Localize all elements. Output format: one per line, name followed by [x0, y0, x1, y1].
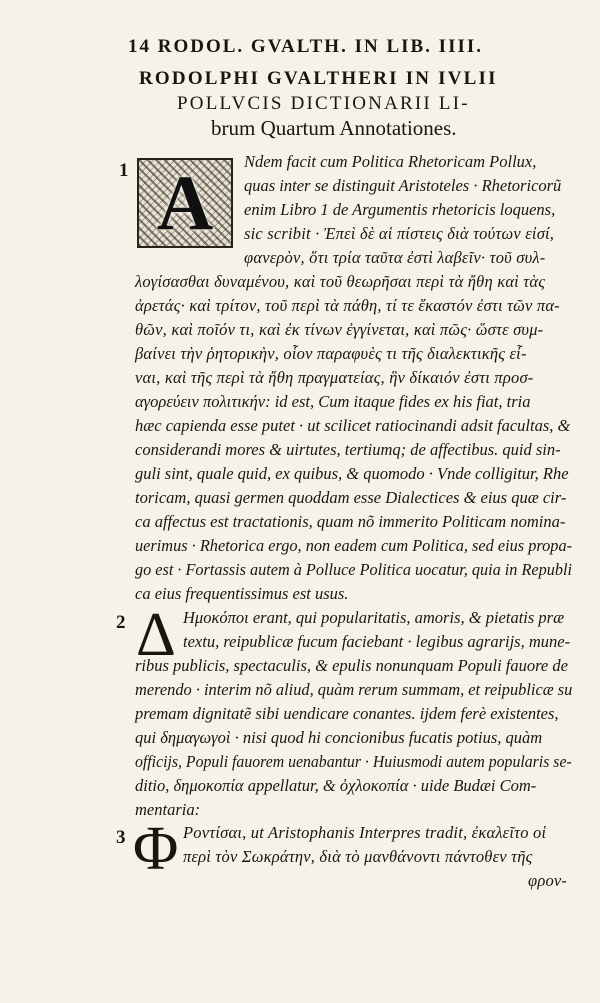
text-line: premam dignitatẽ sibi uendicare conantes. ijdem ferè existentes,	[135, 704, 559, 723]
text-line: Ημοκόποι erant, qui popularitatis, amoris, & pietatis præ	[183, 608, 565, 627]
text-line: ἀρετάς· καὶ τρίτον, τοῦ περὶ τὰ πάθη, τί τε ἕκαστόν ἐστι τῶν πα-	[135, 296, 560, 315]
text-line: βαίνει τὴν ῥητορικὴν, οἷον παραφυὲς τι τῆς διαλεκτικῆς εἶ-	[135, 344, 527, 363]
text-line: Ροντίσαι, ut Aristophanis Interpres tradit, ἐκαλεῖτο οἱ	[183, 823, 547, 842]
text-line: αγορεύειν πολιτικήν: id est, Cum itaque fides ex his fiat, tria	[135, 392, 531, 411]
text-line: ναι, καὶ τῆς περὶ τὰ ἤθη πραγματείας, ἣν δίκαιόν ἐστι προσ-	[135, 368, 534, 387]
initial-letter: Φ	[133, 815, 179, 883]
text-line: qui δημαγωγοὶ · nisi quod hi concionibus fucatis potius, quàm	[135, 728, 543, 747]
text-line: toricam, quasi germen quoddam esse Dialectices & eius quæ cir-	[135, 488, 567, 507]
text-line: ca affectus est tractationis, quam nõ immerito Politicam nomina-	[135, 512, 566, 531]
section-marker: 3	[116, 827, 126, 848]
section-marker: 2	[116, 612, 126, 633]
text-line: φανερὸν, ὅτι τρία ταῦτα ἐστὶ λαβεῖν· τοῦ συλ-	[244, 248, 546, 267]
text-line: quas inter se distinguit Aristoteles · Rhetoricorũ	[244, 176, 562, 195]
text-line: guli sint, quale quid, ex quibus, & quomodo · Vnde colligitur, Rhe	[135, 464, 569, 483]
text-line: ca eius frequentissimus est usus.	[135, 584, 349, 603]
text-line: enim Libro 1 de Argumentis rhetoricis loquens,	[244, 200, 556, 219]
initial-letter: A	[156, 159, 214, 246]
text-line: go est · Fortassis autem à Polluce Politica uocatur, quia in Republi	[135, 560, 572, 579]
text-line: officijs, Populi fauorem uenabantur · Huiusmodi autem popularis se-	[135, 752, 572, 771]
section-marker: 1	[119, 160, 129, 181]
text-line: θῶν, καὶ ποῖόν τι, καὶ ἐκ τίνων ἐγγίνεται, καὶ πῶς· ὥστε συμ-	[135, 320, 544, 339]
text-line: uerimus · Rhetorica ergo, non eadem cum Politica, sed eius propa-	[135, 536, 573, 555]
text-line: considerandi mores & uirtutes, tertiumq; de affectibus. quid sin-	[135, 440, 561, 459]
text-line: sic scribit · Ἐπεὶ δὲ αἱ πίστεις διὰ τούτων εἰσί,	[244, 224, 555, 243]
text-line: Ndem facit cum Politica Rhetoricam Pollux,	[244, 152, 537, 171]
text-line: ribus publicis, spectaculis, & epulis nonunquam Populi fauore de	[135, 656, 568, 675]
text-line: λογίσασθαι δυναμένου, καὶ τοῦ θεωρῆσαι περὶ τὰ ἤθη καὶ τὰς	[135, 272, 546, 291]
initial-letter: Δ	[136, 601, 176, 669]
text-line: hæc capienda esse putet · ut scilicet ratiocinandi adsit facultas, &	[135, 416, 571, 435]
text-line: merendo · interim nõ aliud, quàm rerum summam, et reipublicæ su	[135, 680, 573, 699]
running-head: 14 RODOL. GVALTH. IN LIB. IIII.	[128, 36, 484, 57]
title-line-1: RODOLPHI GVALTHERI IN IVLII	[139, 68, 498, 89]
text-line: ditio, δημοκοπία appellatur, & ὀχλοκοπία · uide Budæi Com-	[135, 776, 537, 795]
text-line: textu, reipublicæ fucum faciebant · legibus agrarijs, mune-	[183, 632, 571, 651]
title-line-2: POLLVCIS DICTIONARII LI-	[177, 93, 470, 114]
catchword: φρον-	[528, 871, 568, 890]
decorated-initial	[137, 158, 233, 248]
text-line: mentaria:	[135, 800, 201, 819]
title-line-3: brum Quartum Annotationes.	[211, 116, 457, 140]
text-line: περὶ τὸν Σωκράτην, διὰ τὸ μανθάνοντι πάντοθεν τῆς	[183, 847, 533, 866]
